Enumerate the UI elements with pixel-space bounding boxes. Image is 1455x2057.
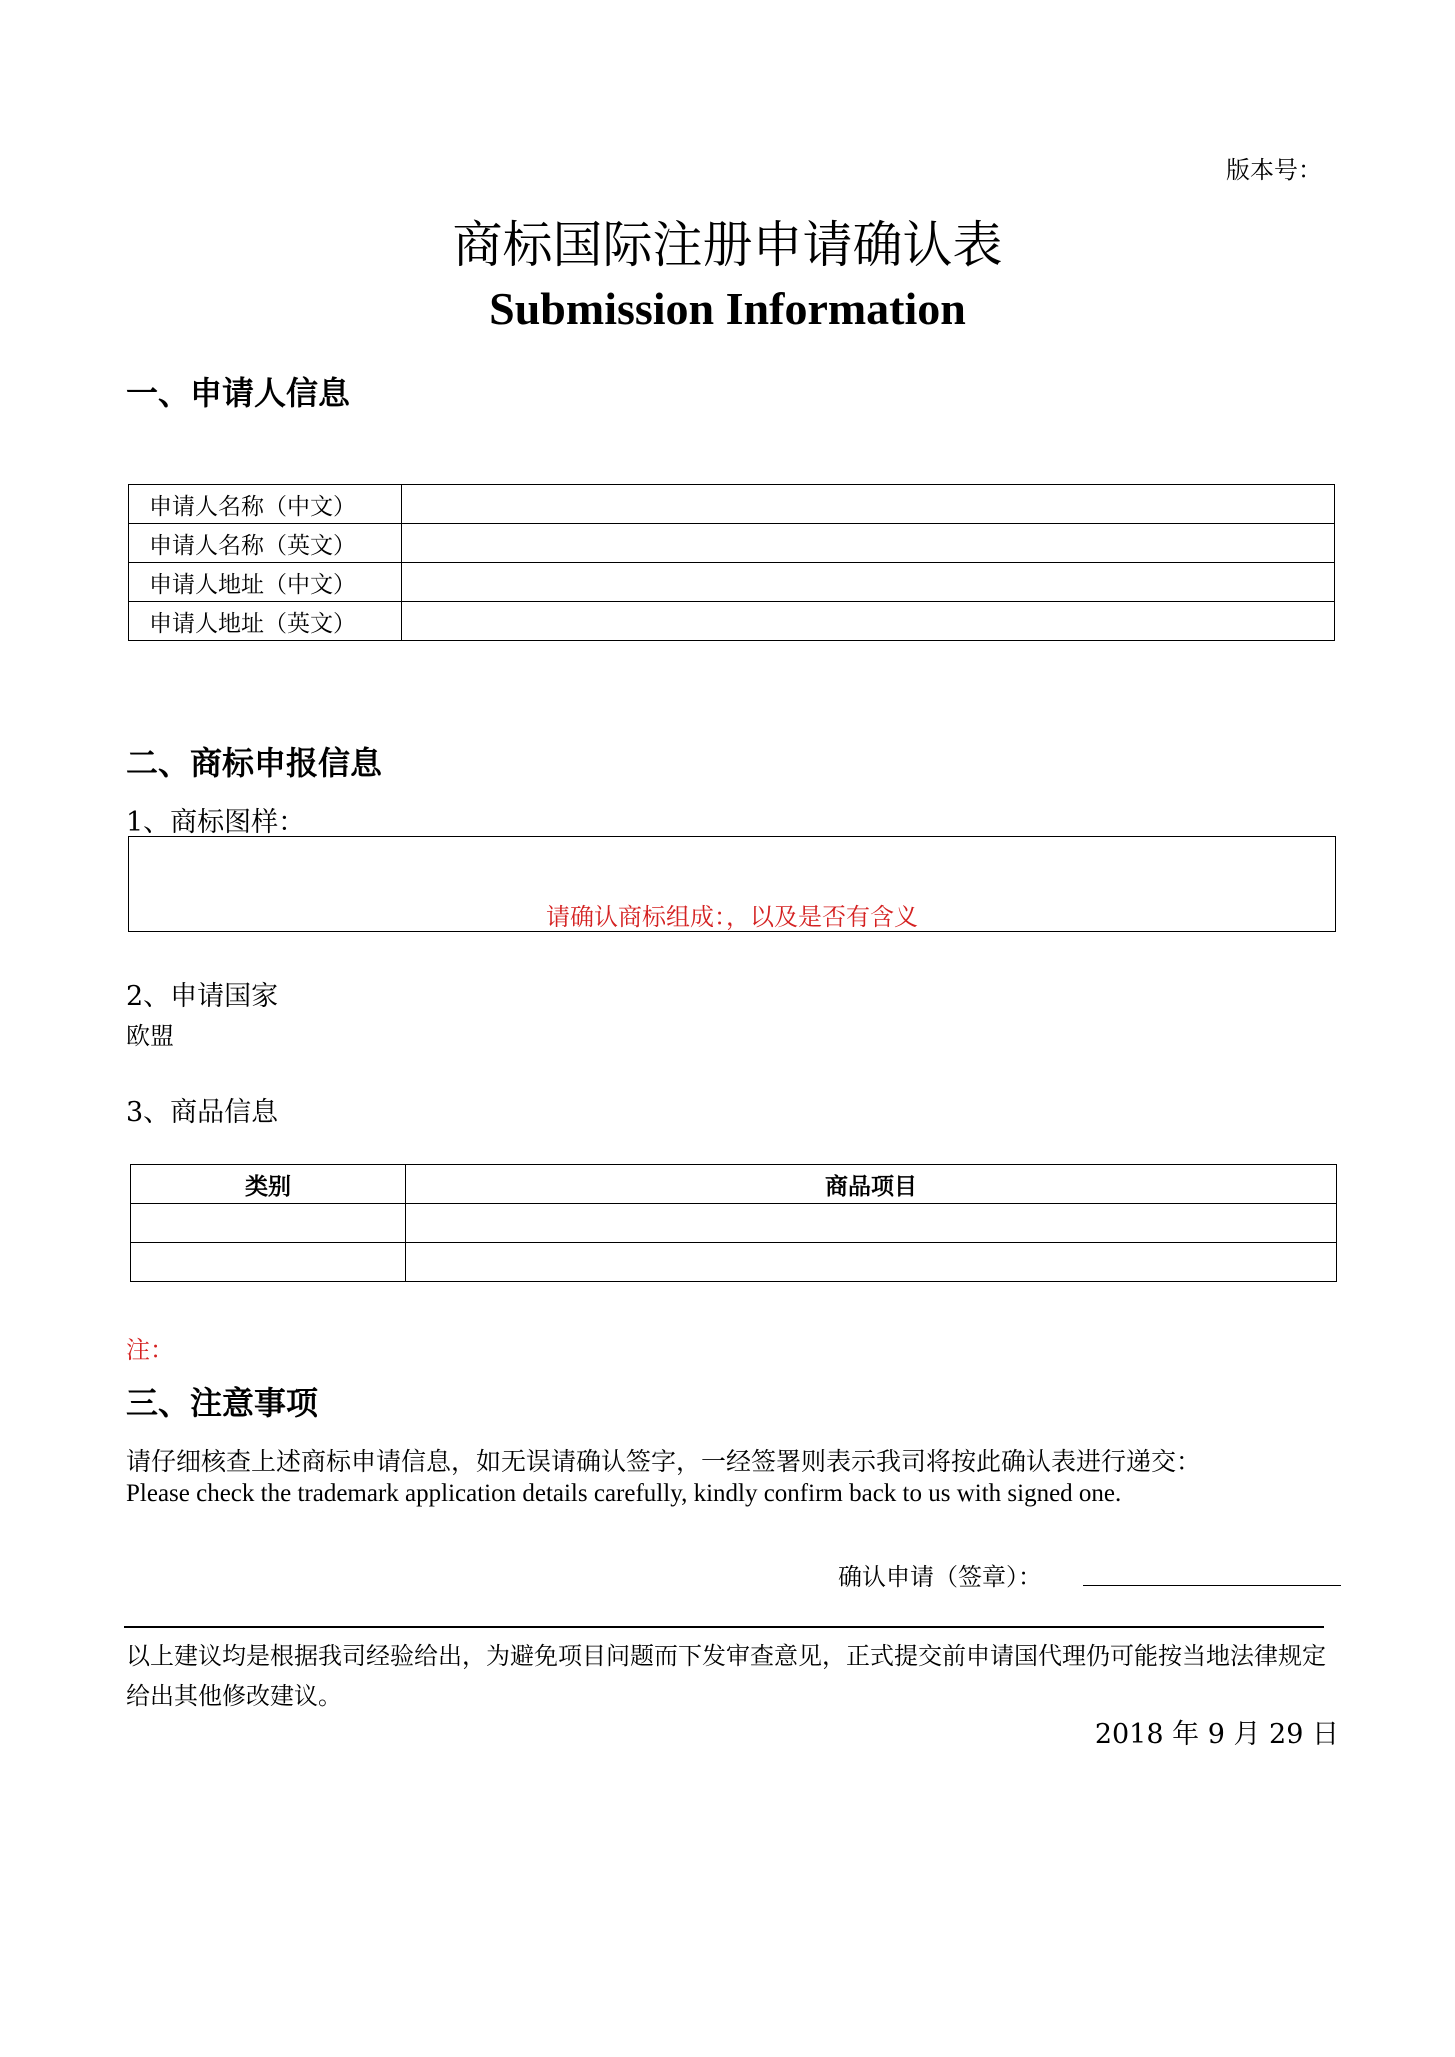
page-title-en: Submission Information	[489, 283, 966, 334]
divider	[124, 1626, 1324, 1628]
trademark-note: 请确认商标组成：，以及是否有含义	[546, 903, 918, 931]
table-row	[129, 524, 1335, 563]
table-row	[131, 1204, 1337, 1243]
class-cell[interactable]	[131, 1243, 406, 1282]
note-label: 注：	[126, 1336, 174, 1364]
applicant-address-en-value[interactable]	[402, 602, 1335, 641]
applicant-info-table	[128, 484, 1335, 641]
applicant-address-cn-label: 申请人地址（中文）	[129, 563, 402, 602]
table-row	[129, 563, 1335, 602]
goods-cell[interactable]	[406, 1204, 1337, 1243]
table-row	[129, 485, 1335, 524]
column-header-class: 类别	[131, 1165, 406, 1204]
table-row	[131, 1243, 1337, 1282]
section1-heading: 一、申请人信息	[126, 374, 351, 412]
applicant-name-cn-value[interactable]	[402, 485, 1335, 524]
applicant-name-en-value[interactable]	[402, 524, 1335, 563]
goods-info-label: 3、商品信息	[126, 1097, 279, 1128]
applicant-address-cn-value[interactable]	[402, 563, 1335, 602]
version-label: 版本号：	[1226, 156, 1322, 184]
instruction-en: Please check the trademark application details carefully, kindly confirm back to us with signed one.	[126, 1480, 1122, 1507]
applicant-address-en-label: 申请人地址（英文）	[129, 602, 402, 641]
signature-label: 确认申请（签章）：	[838, 1563, 1042, 1591]
applicant-name-en-label: 申请人名称（英文）	[129, 524, 402, 563]
instruction-cn: 请仔细核查上述商标申请信息，如无误请确认签字，一经签署则表示我司将按此确认表进行递交：	[126, 1447, 1202, 1476]
signature-line[interactable]	[1083, 1585, 1341, 1586]
country-label: 2、申请国家	[126, 981, 279, 1012]
column-header-goods: 商品项目	[406, 1165, 1337, 1204]
document-date: 2018 年 9 月 29 日	[1094, 1719, 1339, 1750]
class-cell[interactable]	[131, 1204, 406, 1243]
goods-table	[130, 1164, 1337, 1282]
section2-heading: 二、商标申报信息	[126, 744, 383, 782]
page-title-cn: 商标国际注册申请确认表	[452, 216, 1003, 274]
table-row	[129, 602, 1335, 641]
disclaimer: 以上建议均是根据我司经验给出，为避免项目问题而下发审查意见，正式提交前申请国代理仍可能按当地法律规定给出其他修改建议。	[126, 1642, 1326, 1710]
country-value: 欧盟	[126, 1022, 174, 1050]
goods-cell[interactable]	[406, 1243, 1337, 1282]
table-header-row	[131, 1165, 1337, 1204]
trademark-image-label: 1、商标图样：	[126, 807, 306, 838]
section3-heading: 三、注意事项	[126, 1384, 319, 1422]
applicant-name-cn-label: 申请人名称（中文）	[129, 485, 402, 524]
